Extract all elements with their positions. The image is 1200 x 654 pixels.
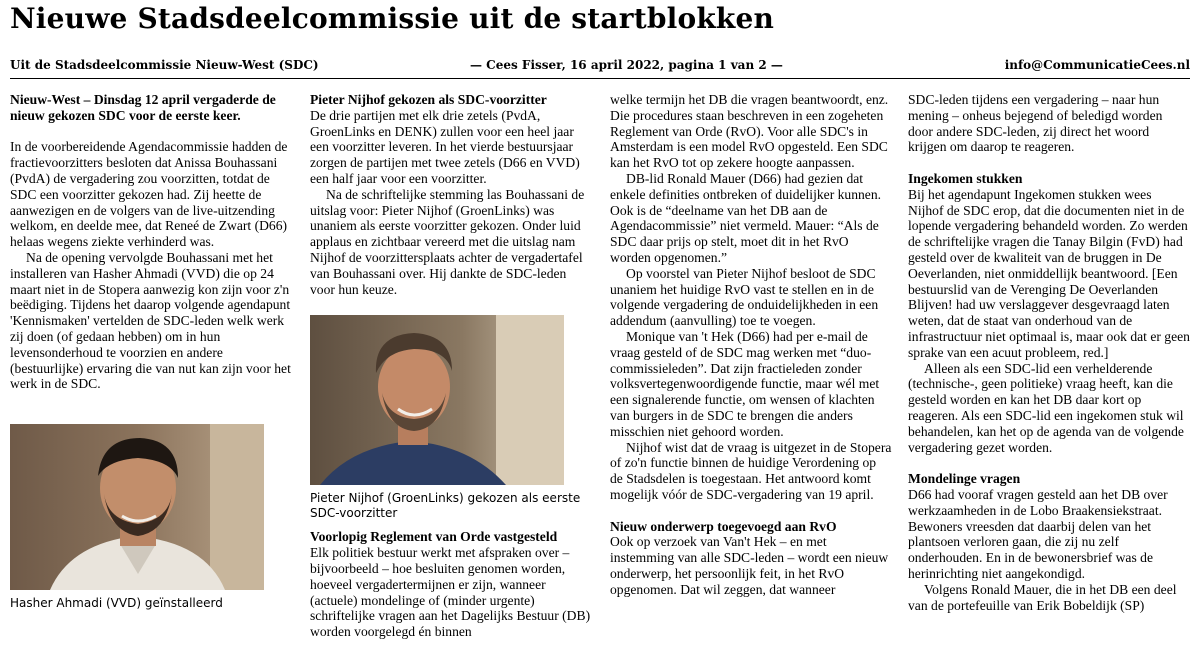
column-2: [310, 92, 592, 640]
paragraph: Elk politiek bestuur werkt met afspraken over – bijvoorbeeld – hoe besluiten genomen worden, hoeveel vergadertermijnen er zijn, wanneer (actuele) mondelinge of (minder urgente) schriftelijke vragen aan het Dagelijks Bestuur (DB) worden voorgelegd én binnen: [310, 545, 591, 640]
photo-pieter-nijhof: [310, 315, 564, 485]
photo-caption: Hasher Ahmadi (VVD) geïnstalleerd: [10, 596, 223, 611]
column-3: [610, 92, 892, 598]
email-address: info@CommunicatieCees.nl: [1004, 58, 1190, 72]
column-4: [908, 92, 1190, 613]
paragraph: D66 had vooraf vragen gesteld aan het DB over werkzaamheden in de Lobo Braakensiekstraat. Bewoners vreesden dat daarbij delen van het plantsoen verloren gaan, die zij nu zelf onderhouden. En in de bewonersbrief was de herinrichting niet aangekondigd.: [908, 486, 1168, 581]
paragraph: Monique van 't Hek (D66) had per e-mail de vraag gesteld of de SDC mag werken met “duo-commissieleden”. Dat zijn fractieleden zonder volksvertegenwoordigende functie, maar wél met een signalerende functie, om wensen of klachten van burgers in de SDC te brengen die anders misschien niet gehoord worden.: [610, 328, 880, 439]
photo-caption: Pieter Nijhof (GroenLinks) gekozen als eerste SDC-voorzitter: [310, 491, 581, 521]
section-heading: Voorlopig Reglement van Orde vastgesteld: [310, 529, 558, 545]
source-line: Uit de Stadsdeelcommissie Nieuw-West (SDC): [10, 58, 319, 72]
lead-paragraph: Nieuw-West – Dinsdag 12 april vergaderde de nieuw gekozen SDC voor de eerste keer.: [10, 92, 276, 123]
paragraph: De drie partijen met elk drie zetels (PvdA, GroenLinks en DENK) zullen voor een heel jaar een voorzitter leveren. In het vierde bestuursjaar zorgen de partijen met twee zetels (D66 en VVD) een half jaar voor een voorzitter.: [310, 107, 580, 186]
section-heading: Mondelinge vragen: [908, 471, 1021, 487]
photo-hasher-ahmadi: [10, 424, 264, 590]
paragraph: welke termijn het DB die vragen beantwoordt, enz. Die procedures staan beschreven in een zogeheten Reglement van Orde (RvO). Voor alle SDC's in Amsterdam is een model RvO opgesteld. Een SDC kan het RvO tot op zekere hoogte aanpassen.: [610, 92, 889, 171]
paragraph: Ook op verzoek van Van't Hek – en met instemming van alle SDC-leden – wordt een nieuw onderwerp, het persoonlijk feit, in het RvO opgenomen. Dat wil zeggen, dat wanneer: [610, 534, 889, 597]
paragraph: Na de opening vervolgde Bouhassani met het installeren van Hasher Ahmadi (VVD) die op 24 maart niet in de Stopera aanwezig kon zijn voor z'n beëdiging. Tijdens het daarop volgende agendapunt 'Kennismaken' vertelden de SDC-leden welk werk zij doen (of gedaan hebben) om in hun levensonderhoud te voorzien en andere (bestuurlijke) ervaring die van nut kan zijn voor het werk in de SDC.: [10, 249, 291, 392]
section-heading: Ingekomen stukken: [908, 170, 1023, 186]
paragraph: Alleen als een SDC-lid een verhelderende (technische-, geen politieke) vraag heeft, kan die gesteld worden en kan het DB daar kort op reageren. Als een SDC-lid een ingekomen stuk wil behandelen, kan het op de agenda van de volgende vergadering gezet worden.: [908, 360, 1184, 455]
paragraph: In de voorbereidende Agendacommissie hadden de fractievoorzitters besloten dat Anissa Bouhassani (PvdA) de vergadering zou voorzitten, totdat de SDC een voorzitter gekozen had. Zij heette de aanwezigen en de volgers van de live-uitzending welkom, en deelde mee, dat Reneé de Zwart (D66) helaas wegens ziekte verhinderd was.: [10, 139, 288, 250]
author-date-line: — Cees Fisser, 16 april 2022, pagina 1 van 2 —: [470, 58, 783, 72]
paragraph: Op voorstel van Pieter Nijhof besloot de SDC unaniem het huidige RvO vast te stellen en in de volgende vergadering de onduidelijkheden in een addendum (aanvulling) toe te voegen.: [610, 265, 879, 329]
paragraph: Na de schriftelijke stemming las Bouhassani de uitslag voor: Pieter Nijhof (GroenLinks) was unaniem als eerste voorzitter gekozen. Onder luid applaus en zichtbaar vereerd met die uitslag nam Nijhof de voorzittersplaats achter de vergadertafel van Bouhassani over. Hij dankte de SDC-leden voor hun keuze.: [310, 186, 585, 297]
header-divider: [10, 78, 1190, 79]
paragraph: Volgens Ronald Mauer, die in het DB een deel van de portefeuille van Erik Bobeldijk (SP): [908, 581, 1177, 613]
paragraph: DB-lid Ronald Mauer (D66) had gezien dat enkele definities ontbreken of duidelijker kunnen. Ook is de “deelname van het DB aan de Agendacommissie” niet vermeld. Mauer: “Als de SDC daar prijs op stelt, moet dit in het RvO worden opgenomen.”: [610, 170, 882, 265]
paragraph: Bij het agendapunt Ingekomen stukken wees Nijhof de SDC erop, dat die documenten niet in de lopende vergadering behandeld worden. Zo werden de schriftelijke vragen die Tanay Bilgin (FvD) had gesteld over de kwaliteit van de bruggen in De Oeverlanden, niet onmiddellijk beantwoord. [Een bestuurslid van de Verenging De Oeverlanden Blijven! had uw verslaggever desgevraagd laten weten, dat de staat van onderhoud van de infrastructuur niet optimaal is, maar ook dat er geen sprake van een acuut probleem, red.]: [908, 186, 1190, 360]
section-heading: Pieter Nijhof gekozen als SDC-voorzitter: [310, 92, 547, 107]
column-1: [10, 92, 292, 611]
paragraph: SDC-leden tijdens een vergadering – naar hun mening – onheus bejegend of beledigd worden door andere SDC-leden, zij direct het woord krijgen om daarop te reageren.: [908, 92, 1163, 155]
article-headline: Nieuwe Stadsdeelcommissie uit de startblokken: [10, 2, 775, 35]
paragraph: Nijhof wist dat de vraag is uitgezet in de Stopera of zo'n functie binnen de huidige Verordening op de Stadsdelen is toegestaan. Het antwoord komt mogelijk vóór de SDC-vergadering van 19 april.: [610, 439, 892, 502]
section-heading: Nieuw onderwerp toegevoegd aan RvO: [610, 518, 837, 534]
